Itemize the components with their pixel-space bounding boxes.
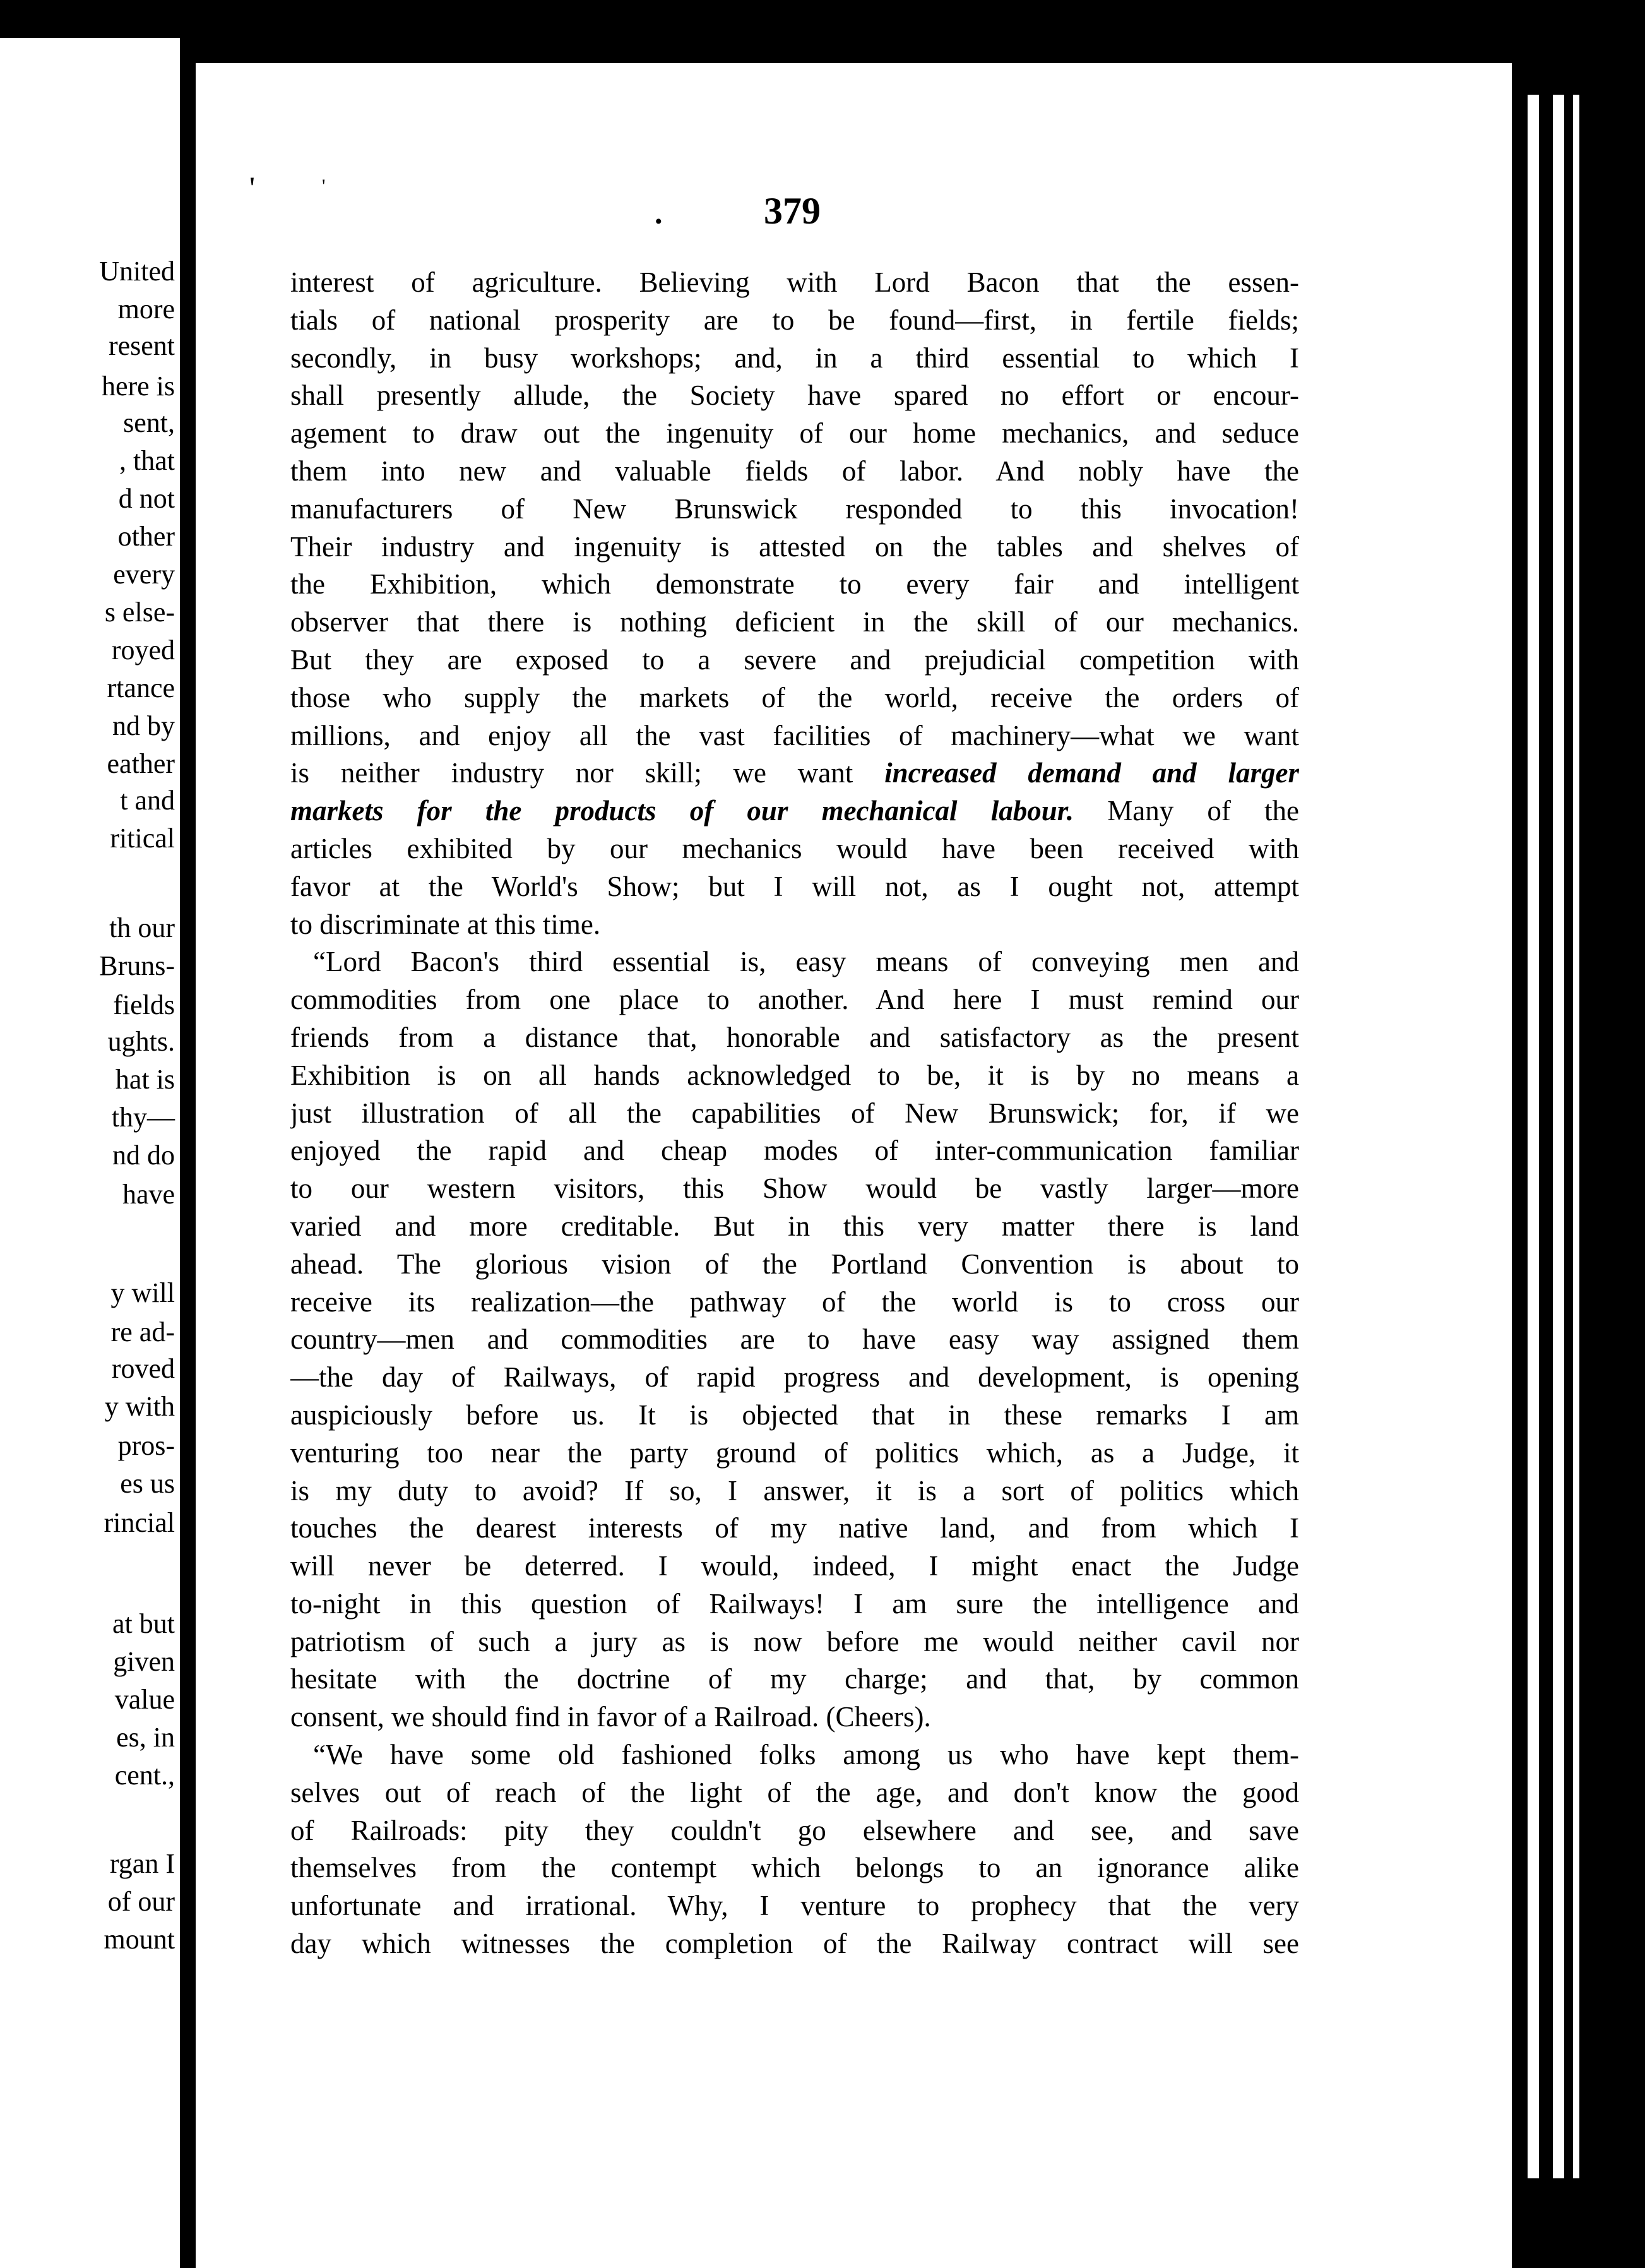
facing-page-line: Bruns- — [99, 950, 175, 981]
facing-page-line: value — [114, 1684, 175, 1715]
facing-page-line: more — [117, 294, 175, 325]
facing-page-line: th our — [109, 912, 175, 943]
text-line: friends from a distance that, honorable and satisfactory as the present — [290, 1021, 1299, 1053]
text-line: tials of national prosperity are to be found—first, in fertile fields; — [290, 304, 1299, 336]
text-line — [290, 755, 1299, 792]
facing-page-line: nd by — [112, 710, 175, 741]
facing-page-line: royed — [111, 635, 175, 665]
text-line: consent, we should find in favor of a Railroad. (Cheers). — [290, 1701, 931, 1733]
text-line: hesitate with the doctrine of my charge; and that, by common — [290, 1663, 1299, 1695]
page-number-dot: . — [655, 195, 663, 230]
italic-emphasis: increased demand and larger — [884, 757, 1299, 789]
text-line: manufacturers of New Brunswick responded to this invocation! — [290, 492, 1299, 525]
text-line: to discriminate at this time. — [290, 908, 601, 940]
text-line: them into new and valuable fields of labor. And nobly have the — [290, 455, 1299, 487]
italic-emphasis: markets for the products of our mechanical labour. — [290, 795, 1074, 827]
text-line: auspiciously before us. It is objected that in these remarks I am — [290, 1399, 1299, 1431]
facing-page-line: have — [122, 1179, 175, 1210]
text-line: Exhibition is on all hands acknowledged to be, it is by no means a — [290, 1059, 1299, 1091]
facing-page-line: at but — [112, 1608, 175, 1639]
facing-page-line: ughts. — [107, 1026, 175, 1057]
page-number: 379 — [764, 190, 821, 232]
text-line: venturing too near the party ground of politics which, as a Judge, it — [290, 1436, 1299, 1469]
text-line: “Lord Bacon's third essential is, easy means of conveying men and — [313, 946, 1299, 978]
facing-page-line: d not — [118, 483, 175, 514]
facing-page-line: re ad- — [110, 1316, 175, 1347]
facing-page-line: eather — [107, 748, 175, 779]
text-run: Many of the — [1074, 795, 1299, 827]
page-body-text — [290, 264, 1299, 1963]
text-line: selves out of reach of the light of the age, and don't know the good — [290, 1776, 1299, 1808]
facing-page-line: thy— — [111, 1102, 175, 1133]
facing-page-line: every — [113, 559, 175, 590]
text-line: will never be deterred. I would, indeed, I might enact the Judge — [290, 1550, 1299, 1582]
facing-page-line: rgan I — [109, 1848, 175, 1879]
facing-page-line: es us — [120, 1468, 175, 1499]
facing-page-fragment — [0, 38, 180, 2268]
facing-page-line: of our — [107, 1886, 175, 1917]
page-edge — [1573, 95, 1579, 2178]
facing-page-line: y with — [104, 1391, 175, 1422]
text-line: country—men and commodities are to have easy way assigned them — [290, 1323, 1299, 1356]
text-line: unfortunate and irrational. Why, I venture to prophecy that the very — [290, 1890, 1299, 1922]
facing-page-line: mount — [104, 1924, 175, 1955]
facing-page-line: here is — [101, 371, 175, 402]
page-edge — [1553, 95, 1564, 2178]
text-line: commodities from one place to another. And here I must remind our — [290, 984, 1299, 1016]
text-line: themselves from the contempt which belongs to an ignorance alike — [290, 1852, 1299, 1884]
facing-page-line: other — [117, 521, 175, 552]
text-line: But they are exposed to a severe and prejudicial competition with — [290, 643, 1299, 676]
text-line: varied and more creditable. But in this very matter there is land — [290, 1210, 1299, 1242]
facing-page-line: cent., — [114, 1760, 175, 1791]
text-line: shall presently allude, the Society have spared no effort or encour- — [290, 379, 1299, 412]
text-line: observer that there is nothing deficient in the skill of our mechanics. — [290, 606, 1299, 638]
text-line: receive its realization—the pathway of the world is to cross our — [290, 1286, 1299, 1318]
facing-page-line: sent, — [123, 407, 175, 438]
facing-page-line: hat is — [115, 1064, 175, 1095]
ink-mark: ' — [322, 176, 326, 196]
text-line: secondly, in busy workshops; and, in a third essential to which I — [290, 342, 1299, 374]
text-line: just illustration of all the capabilities of New Brunswick; for, if we — [290, 1097, 1299, 1129]
facing-page-line: resent — [108, 330, 175, 361]
text-line: to our western visitors, this Show would be vastly larger—more — [290, 1173, 1299, 1205]
text-run: is neither industry nor skill; we want — [290, 757, 885, 789]
text-line: day which witnesses the completion of the Railway contract will see — [290, 1928, 1299, 1960]
text-line: “We have some old fashioned folks among us who have kept them- — [313, 1739, 1299, 1771]
facing-page-line: given — [113, 1646, 175, 1677]
page-edge — [1528, 95, 1539, 2178]
facing-page-line: United — [99, 256, 175, 287]
text-line: touches the dearest interests of my native land, and from which I — [290, 1512, 1299, 1544]
facing-page-line: fields — [113, 989, 175, 1020]
facing-page-line: es, in — [116, 1722, 175, 1753]
text-line: interest of agriculture. Believing with Lord Bacon that the essen- — [290, 266, 1299, 298]
facing-page-line: rtance — [107, 672, 175, 703]
text-line: favor at the World's Show; but I will not, as I ought not, attempt — [290, 870, 1299, 902]
facing-page-line: s else- — [104, 597, 175, 628]
facing-page-line: t and — [120, 785, 175, 816]
facing-page-line: ritical — [110, 823, 175, 854]
text-line: articles exhibited by our mechanics would have been received with — [290, 832, 1299, 864]
facing-page-line: , that — [119, 445, 175, 476]
facing-page-line: rincial — [104, 1507, 175, 1538]
text-line: enjoyed the rapid and cheap modes of inter-communication familiar — [290, 1135, 1299, 1167]
facing-page-line: roved — [111, 1353, 175, 1384]
text-line — [290, 792, 1299, 830]
ink-mark: ' — [249, 170, 256, 205]
facing-page-line: y will — [110, 1277, 175, 1308]
text-line: agement to draw out the ingenuity of our home mechanics, and seduce — [290, 417, 1299, 450]
text-line: those who supply the markets of the world, receive the orders of — [290, 681, 1299, 713]
text-line: ahead. The glorious vision of the Portland Convention is about to — [290, 1248, 1299, 1280]
text-line: of Railroads: pity they couldn't go elsewhere and see, and save — [290, 1814, 1299, 1846]
text-line: to-night in this question of Railways! I am sure the intelligence and — [290, 1587, 1299, 1620]
facing-page-line: pros- — [117, 1430, 175, 1461]
text-line: —the day of Railways, of rapid progress and development, is opening — [290, 1361, 1299, 1394]
facing-page-line: nd do — [112, 1140, 175, 1171]
text-line: millions, and enjoy all the vast facilities of machinery—what we want — [290, 719, 1299, 751]
text-line: the Exhibition, which demonstrate to every fair and intelligent — [290, 568, 1299, 600]
text-line: is my duty to avoid? If so, I answer, it is a sort of politics which — [290, 1474, 1299, 1507]
text-line: Their industry and ingenuity is attested on the tables and shelves of — [290, 530, 1299, 563]
text-line: patriotism of such a jury as is now before me would neither cavil nor — [290, 1625, 1299, 1657]
